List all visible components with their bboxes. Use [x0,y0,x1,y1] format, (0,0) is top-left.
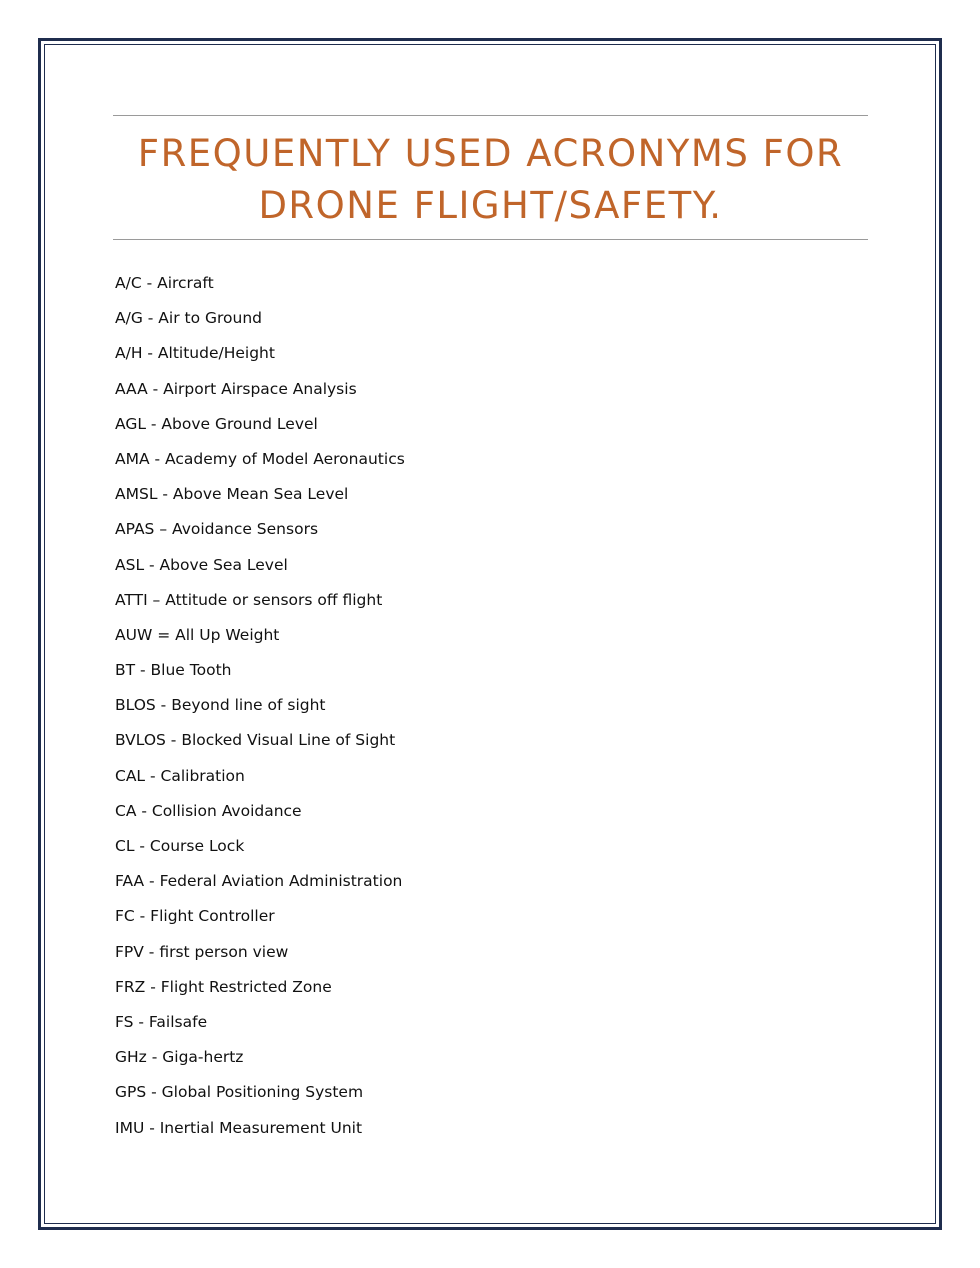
list-item: ASL - Above Sea Level [115,555,288,574]
acronym-list [115,269,405,1149]
title-line-2: DRONE FLIGHT/SAFETY. [258,184,723,227]
list-item: A/C - Aircraft [115,274,214,292]
title-rule-top [113,115,868,116]
list-item: FC - Flight Controller [115,907,275,926]
list-item: BLOS - Beyond line of sight [115,696,326,715]
list-item: FPV - first person view [115,942,289,961]
list-item: AGL - Above Ground Level [115,414,318,433]
list-item: AAA - Airport Airspace Analysis [115,379,357,398]
list-item: GHz - Giga-hertz [115,1048,244,1067]
title-line-1: FREQUENTLY USED ACRONYMS FOR [137,132,844,175]
list-item: ATTI – Attitude or sensors off flight [115,590,383,609]
list-item: A/H - Altitude/Height [115,344,275,363]
list-item: AMA - Academy of Model Aeronautics [115,449,405,468]
list-item: GPS - Global Positioning System [115,1083,364,1102]
list-item: CA - Collision Avoidance [115,801,302,820]
list-item: CAL - Calibration [115,766,245,785]
title-rule-bottom [113,239,868,240]
list-item: FAA - Federal Aviation Administration [115,872,403,891]
list-item: A/G - Air to Ground [115,309,262,328]
list-item: CL - Course Lock [115,837,245,855]
list-item: FS - Failsafe [115,1012,208,1031]
list-item: BT - Blue Tooth [115,661,232,680]
list-item: APAS – Avoidance Sensors [115,520,319,539]
list-item: IMU - Inertial Measurement Unit [115,1118,363,1137]
page-title [113,128,868,232]
list-item: AUW = All Up Weight [115,625,280,644]
list-item: AMSL - Above Mean Sea Level [115,485,349,504]
list-item: FRZ - Flight Restricted Zone [115,977,332,996]
list-item: BVLOS - Blocked Visual Line of Sight [115,731,396,750]
